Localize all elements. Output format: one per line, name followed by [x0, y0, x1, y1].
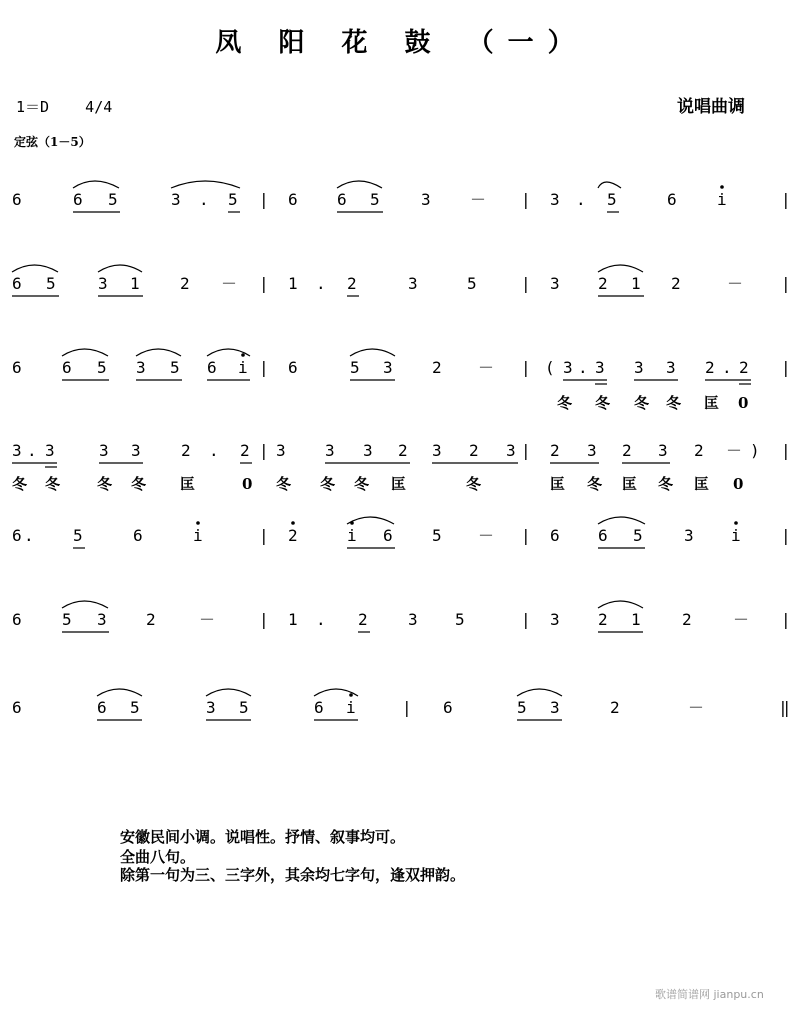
- note: 3: [136, 358, 146, 377]
- percussion-syllable: 匡: [694, 475, 710, 493]
- dot: .: [722, 358, 732, 377]
- slur: [97, 689, 142, 696]
- note: 5: [432, 526, 442, 545]
- note: 3: [595, 358, 605, 377]
- note: 3: [131, 441, 141, 460]
- note: 3: [97, 610, 107, 629]
- percussion-syllable: 冬: [634, 394, 650, 412]
- percussion-syllable: 冬: [666, 394, 682, 412]
- note: 6: [12, 610, 22, 629]
- note: 2: [705, 358, 715, 377]
- note: 5: [97, 358, 107, 377]
- note: 2: [146, 610, 156, 629]
- barline: |: [259, 526, 269, 545]
- note: 1: [130, 274, 140, 293]
- percussion-syllable: 0: [733, 475, 744, 493]
- note-line: 除第一句为三、三字外，其余均七字句，逢双押韵。: [120, 866, 466, 884]
- note: 2: [598, 274, 608, 293]
- slur: [598, 265, 643, 272]
- note-line: 全曲八句。: [120, 848, 196, 866]
- dot: .: [199, 190, 209, 209]
- percussion-syllable: 匡: [704, 394, 720, 412]
- percussion-syllable: 冬: [45, 475, 61, 493]
- note: 3: [45, 441, 55, 460]
- note: 2: [288, 526, 298, 545]
- note: 3: [684, 526, 694, 545]
- dot: .: [316, 610, 326, 629]
- barline: |: [781, 190, 791, 209]
- percussion-syllable: 冬: [354, 475, 370, 493]
- barline: |: [781, 526, 791, 545]
- dot: .: [24, 526, 34, 545]
- barline: |: [521, 526, 531, 545]
- song-title: 凤 阳 花 鼓 （一）: [215, 28, 588, 58]
- barline: |: [521, 274, 531, 293]
- note: 3: [550, 190, 560, 209]
- percussion-syllable: 匡: [391, 475, 407, 493]
- note: 5: [633, 526, 643, 545]
- note: 5: [228, 190, 238, 209]
- tuning-label: 定弦（1－5）: [14, 135, 91, 149]
- barline: |: [259, 190, 269, 209]
- slur: [347, 517, 394, 524]
- note: 3: [276, 441, 286, 460]
- note: 3: [550, 698, 560, 717]
- note: 6: [443, 698, 453, 717]
- percussion-syllable: 冬: [557, 394, 573, 412]
- note: 5: [62, 610, 72, 629]
- note: 6: [598, 526, 608, 545]
- barline: |: [259, 610, 269, 629]
- note: 3: [171, 190, 181, 209]
- percussion-syllable: 冬: [595, 394, 611, 412]
- note: 2: [398, 441, 408, 460]
- note: 3: [634, 358, 644, 377]
- note: 5: [370, 190, 380, 209]
- slur: [598, 182, 621, 188]
- dash: －: [478, 526, 495, 545]
- note: 5: [467, 274, 477, 293]
- note: 6: [12, 274, 22, 293]
- note: i: [238, 358, 248, 377]
- barline: |: [259, 358, 269, 377]
- note: 6: [550, 526, 560, 545]
- dash: －: [727, 274, 744, 293]
- note: 6: [288, 190, 298, 209]
- note: 2: [682, 610, 692, 629]
- note: 2: [180, 274, 190, 293]
- dot: .: [578, 358, 588, 377]
- percussion-syllable: 匡: [550, 475, 566, 493]
- slur: [598, 517, 645, 524]
- note: 6: [12, 190, 22, 209]
- barline: |: [259, 441, 269, 460]
- barline: |: [521, 610, 531, 629]
- note: 2: [347, 274, 357, 293]
- slur: [73, 181, 119, 188]
- note: 3: [383, 358, 393, 377]
- note: 3: [408, 610, 418, 629]
- note: 1: [631, 274, 641, 293]
- percussion-syllable: 冬: [97, 475, 113, 493]
- note: 3: [432, 441, 442, 460]
- barline: |: [781, 610, 791, 629]
- percussion-syllable: 冬: [658, 475, 674, 493]
- percussion-syllable: 冬: [587, 475, 603, 493]
- slur: [62, 601, 108, 608]
- style-label: 说唱曲调: [677, 97, 745, 117]
- note: 3: [658, 441, 668, 460]
- note: 3: [587, 441, 597, 460]
- slur: [98, 265, 142, 272]
- note: 5: [239, 698, 249, 717]
- barline: |: [781, 441, 791, 460]
- note: 6: [383, 526, 393, 545]
- slur: [207, 349, 250, 356]
- note: 2: [598, 610, 608, 629]
- percussion-syllable: 冬: [12, 475, 28, 493]
- octave-dot: [241, 353, 245, 357]
- note: 6: [73, 190, 83, 209]
- percussion-syllable: 匡: [180, 475, 196, 493]
- dot: .: [27, 441, 37, 460]
- note: 2: [240, 441, 250, 460]
- slur: [171, 181, 240, 188]
- dot: .: [316, 274, 326, 293]
- dash: －: [726, 441, 743, 460]
- note: 1: [288, 274, 298, 293]
- note: 3: [206, 698, 216, 717]
- percussion-syllable: 0: [738, 394, 749, 412]
- note: 6: [12, 358, 22, 377]
- note: 3: [99, 441, 109, 460]
- slur: [314, 689, 358, 696]
- note: 3: [325, 441, 335, 460]
- barline: |: [781, 274, 791, 293]
- note: 5: [170, 358, 180, 377]
- octave-dot: [350, 521, 354, 525]
- note: 5: [350, 358, 360, 377]
- note-line: 安徽民间小调。说唱性。抒情、叙事均可。: [120, 828, 406, 846]
- note: 3: [666, 358, 676, 377]
- dash: －: [470, 190, 487, 209]
- slur: [12, 265, 58, 272]
- barline: |: [402, 698, 412, 717]
- note: 6: [314, 698, 324, 717]
- note: i: [731, 526, 741, 545]
- percussion-syllable: 匡: [622, 475, 638, 493]
- note: 6: [12, 526, 22, 545]
- octave-dot: [720, 185, 724, 189]
- key-signature: 1＝D 4/4: [16, 98, 113, 116]
- note: 5: [517, 698, 527, 717]
- barline: |: [521, 190, 531, 209]
- final-barline: ‖: [780, 698, 790, 717]
- octave-dot: [734, 521, 738, 525]
- percussion-syllable: 冬: [320, 475, 336, 493]
- dash: －: [199, 610, 216, 629]
- note: 2: [671, 274, 681, 293]
- barline: |: [521, 441, 531, 460]
- note: 2: [358, 610, 368, 629]
- note: 6: [337, 190, 347, 209]
- note: 6: [12, 698, 22, 717]
- paren-open: (: [545, 358, 555, 377]
- note: 2: [181, 441, 191, 460]
- octave-dot: [196, 521, 200, 525]
- note: 5: [455, 610, 465, 629]
- note: 2: [550, 441, 560, 460]
- note: 1: [631, 610, 641, 629]
- slur: [62, 349, 108, 356]
- slur: [517, 689, 562, 696]
- note: 6: [133, 526, 143, 545]
- note: i: [347, 526, 357, 545]
- percussion-syllable: 冬: [131, 475, 147, 493]
- note: 2: [694, 441, 704, 460]
- note: i: [346, 698, 356, 717]
- note: 2: [739, 358, 749, 377]
- dash: －: [733, 610, 750, 629]
- slur: [337, 181, 382, 188]
- paren-close: ): [750, 441, 760, 460]
- note: 3: [563, 358, 573, 377]
- note: 6: [667, 190, 677, 209]
- note: 5: [108, 190, 118, 209]
- slur: [206, 689, 251, 696]
- note: 6: [62, 358, 72, 377]
- slur: [350, 349, 395, 356]
- dash: －: [478, 358, 495, 377]
- note: 2: [622, 441, 632, 460]
- note: 5: [46, 274, 56, 293]
- dash: －: [221, 274, 238, 293]
- octave-dot: [349, 693, 353, 697]
- barline: |: [259, 274, 269, 293]
- percussion-syllable: 冬: [276, 475, 292, 493]
- note: 5: [73, 526, 83, 545]
- barline: |: [521, 358, 531, 377]
- note: 2: [610, 698, 620, 717]
- note: 2: [469, 441, 479, 460]
- note: 3: [506, 441, 516, 460]
- note: 3: [98, 274, 108, 293]
- note: 3: [363, 441, 373, 460]
- note: 5: [607, 190, 617, 209]
- note: 3: [408, 274, 418, 293]
- note: i: [717, 190, 727, 209]
- percussion-syllable: 0: [242, 475, 253, 493]
- dash: －: [688, 698, 705, 717]
- percussion-syllable: 冬: [466, 475, 482, 493]
- watermark: 歌谱简谱网 jianpu.cn: [655, 988, 764, 1001]
- note: 3: [12, 441, 22, 460]
- octave-dot: [291, 521, 295, 525]
- note: 6: [97, 698, 107, 717]
- barline: |: [781, 358, 791, 377]
- note: i: [193, 526, 203, 545]
- note: 3: [421, 190, 431, 209]
- note: 6: [288, 358, 298, 377]
- slur: [598, 601, 643, 608]
- note: 1: [288, 610, 298, 629]
- dot: .: [209, 441, 219, 460]
- slur: [136, 349, 181, 356]
- note: 5: [130, 698, 140, 717]
- note: 6: [207, 358, 217, 377]
- note: 3: [550, 274, 560, 293]
- note: 2: [432, 358, 442, 377]
- dot: .: [576, 190, 586, 209]
- note: 3: [550, 610, 560, 629]
